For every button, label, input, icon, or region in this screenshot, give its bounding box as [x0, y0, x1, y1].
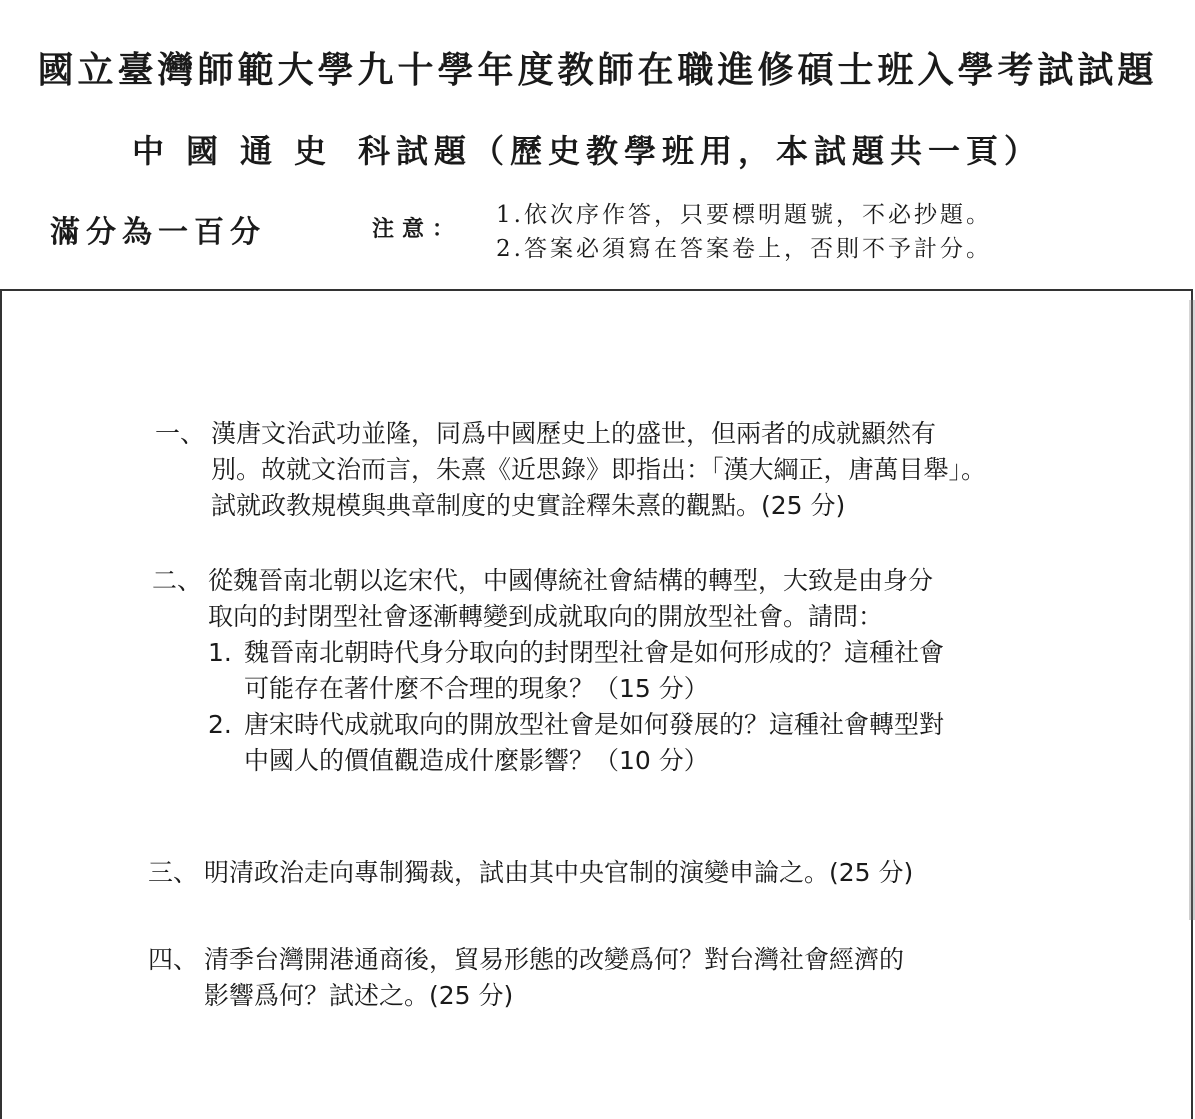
sub-question-2 [208, 707, 944, 779]
question-1 [155, 416, 986, 524]
subject-suffix: 科試題（歷史教學班用，本試題共一頁） [358, 132, 1043, 170]
subject-name: 中國通史 [132, 132, 349, 170]
question-line: 唐宋時代成就取向的開放型社會是如何發展的？這種社會轉型對 [244, 710, 945, 739]
question-line: 魏晉南北朝時代身分取向的封閉型社會是如何形成的？這種社會 [244, 638, 945, 667]
question-line: 漢唐文治武功並隆，同爲中國歷史上的盛世，但兩者的成就顯然有 [211, 419, 937, 448]
question-line: 明清政治走向專制獨裁，試由其中央官制的演變申論之。(25 分) [204, 858, 914, 887]
full-score: 滿分為一百分 [50, 215, 266, 250]
sub-question-1 [208, 635, 944, 707]
sub-question-number: 2. [208, 710, 232, 739]
question-4 [148, 942, 904, 1014]
question-line: 清季台灣開港通商後，貿易形態的改變爲何？對台灣社會經濟的 [204, 945, 905, 974]
question-number: 二、 [152, 566, 203, 595]
question-3 [148, 855, 913, 891]
scan-edge-shadow [1189, 300, 1195, 920]
question-line: 取向的封閉型社會逐漸轉變到成就取向的開放型社會。請問： [208, 602, 884, 631]
sub-question-number: 1. [208, 638, 232, 667]
notice-item-2: 2.答案必須寫在答案卷上，否則不予計分。 [496, 236, 992, 262]
question-line: 別。故就文治而言，朱熹《近思錄》即指出：「漢大綱正，唐萬目舉」。 [211, 455, 987, 484]
notice-label: 注意： [372, 216, 463, 242]
question-line: 試就政教規模與典章制度的史實詮釋朱熹的觀點。(25 分) [211, 491, 846, 520]
question-2 [152, 563, 944, 779]
question-number: 三、 [148, 858, 199, 887]
exam-subtitle [132, 126, 1042, 172]
notice-list [496, 198, 992, 266]
question-line: 可能存在著什麼不合理的現象？（15 分） [244, 674, 709, 703]
question-line: 中國人的價值觀造成什麼影響？（10 分） [244, 746, 709, 775]
exam-title: 國立臺灣師範大學九十學年度教師在職進修碩士班入學考試試題 [37, 49, 1158, 91]
question-line: 從魏晉南北朝以迄宋代，中國傳統社會結構的轉型，大致是由身分 [208, 566, 934, 595]
question-number: 四、 [148, 945, 199, 974]
notice-item-1: 1.依次序作答，只要標明題號，不必抄題。 [496, 202, 992, 228]
question-line: 影響爲何？試述之。(25 分) [204, 981, 514, 1010]
question-number: 一、 [155, 419, 206, 448]
